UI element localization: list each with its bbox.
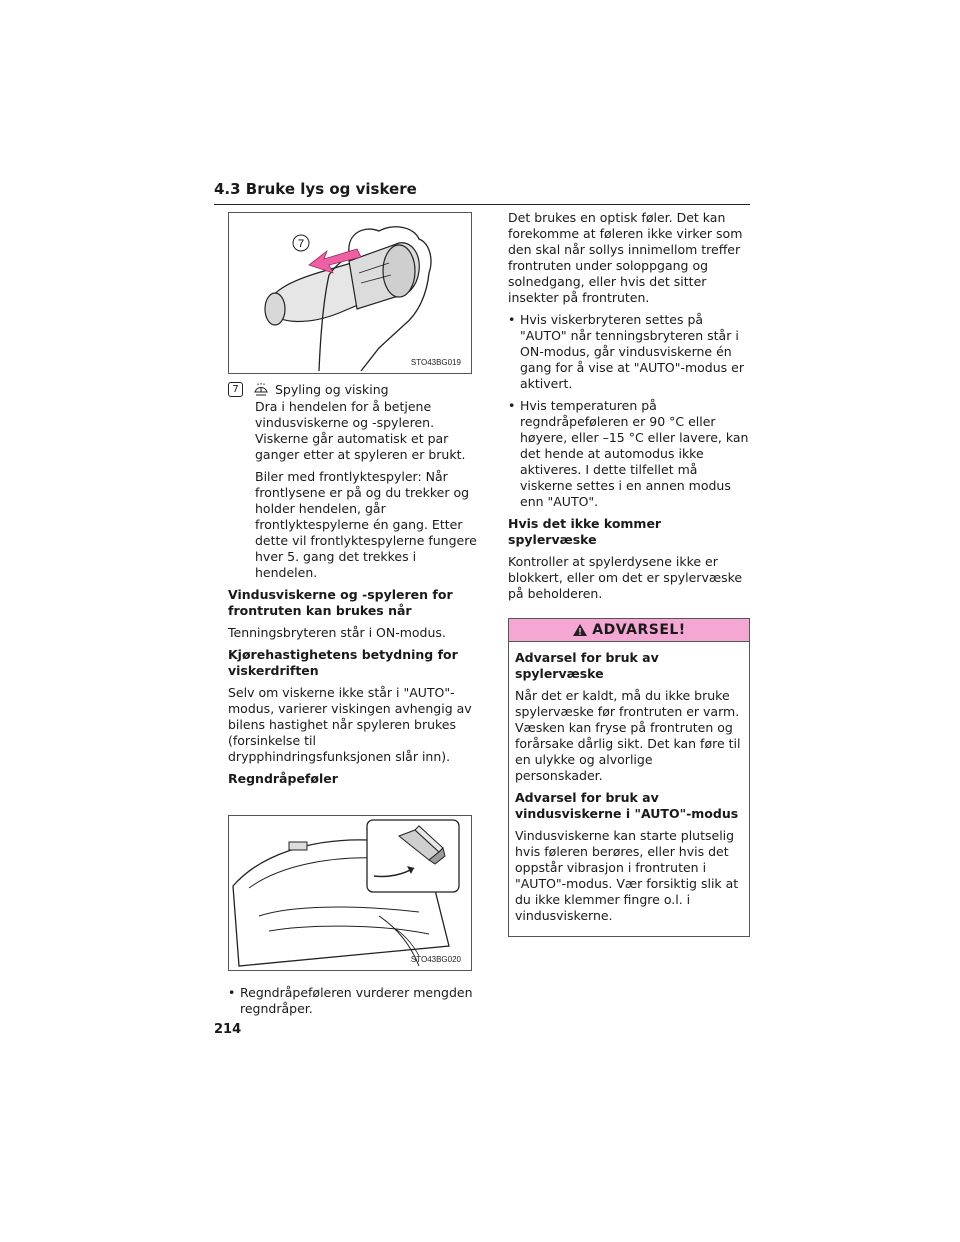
warning-heading-washer: Advarsel for bruk av spylervæske [515,650,659,681]
figure-code: STO43BG019 [410,358,461,367]
heading-rain-sensor: Regndråpeføler [228,771,338,786]
step-7-text-1: Dra i hendelen for å betjene vindusviskerne og -spyleren. Viskerne går automatisk et par ganger etter at spyleren er brukt. [255,399,466,462]
para-optical-sensor: Det brukes en optisk føler. Det kan forekomme at føleren ikke virker som den skal når sollys innimellom treffer frontruten under soloppgang og solnedgang, eller hvis det sitter insekter på frontruten. [508,210,743,305]
bullet-temperature: • Hvis temperaturen på regndråpeføleren er 90 °C eller høyere, eller –15 °C eller lavere, kan det hende at automodus ikke aktiveres. I dette tilfellet må viskerne settes i en annen modus enn "AUTO". [508,398,749,509]
heading-wiper-usage: Vindusviskerne og -spyleren for frontruten kan brukes når [228,587,453,618]
step-label: Spyling og visking [275,382,389,397]
para-check-nozzles: Kontroller at spylerdysene ikke er blokkert, eller om det er spylervæske på beholderen. [508,554,743,601]
bullet-auto-mode: • Hvis viskerbryteren settes på "AUTO" når tenningsbryteren står i ON-modus, går vindusviskerne én gang for å vise at "AUTO"-modus er aktivert. [508,312,744,391]
warning-header [509,619,749,642]
warning-para-auto: Vindusviskerne kan starte plutselig hvis føleren berøres, eller hvis det oppstår vibrasjon i frontruten i "AUTO"-modus. Vær forsiktig slik at du ikke klemmer fingre o.l. i vindusviskerne. [515,828,739,923]
section-header: 4.3 Bruke lys og viskere [214,180,750,205]
warning-icon [572,623,588,637]
warning-para-washer: Når det er kaldt, må du ikke bruke spylervæske før frontruten er varm. Væsken kan fryse på frontruten og forårsake dårlig sikt. Det kan føre til en ulykke og alvorlige personskader. [515,688,741,783]
figure-wiper-lever [228,212,472,374]
step-7-heading [228,382,478,397]
left-column [228,212,478,1023]
page-number: 214 [214,1022,242,1037]
figure-rain-sensor [228,815,472,971]
heading-speed-effect: Kjørehastighetens betydning for viskerdriften [228,647,458,678]
wiper-lever-illustration [229,213,471,373]
step-number: 7 [228,382,243,397]
step-7-text-2: Biler med frontlyktespyler: Når frontlysene er på og du trekker og holder hendelen, går frontlyktespylerne én gang. Etter dette vil frontlyktespylerne fungere hver 5. gang det trekkes i hendelen. [255,469,477,580]
warning-title: ADVARSEL! [592,622,686,638]
para-speed-effect: Selv om viskerne ikke står i "AUTO"-modus, varierer viskingen avhengig av bilens hastighet når spyleren brukes (forsinkelse til drypphindringsfunksjonen slår inn). [228,685,472,764]
washer-wiper-icon [253,383,269,397]
para-ignition: Tenningsbryteren står i ON-modus. [228,625,446,640]
warning-box [508,618,750,937]
rain-sensor-illustration [229,816,471,970]
warning-heading-auto: Advarsel for bruk av vindusviskerne i "AUTO"-modus [515,790,739,821]
bullet-rain-sensor: • Regndråpeføleren vurderer mengden regndråper. [228,985,473,1016]
figure-callout-7: 7 [297,238,305,250]
right-column [508,210,750,937]
heading-no-washer-fluid: Hvis det ikke kommer spylervæske [508,516,662,547]
figure-code: STO43BG020 [410,955,461,964]
